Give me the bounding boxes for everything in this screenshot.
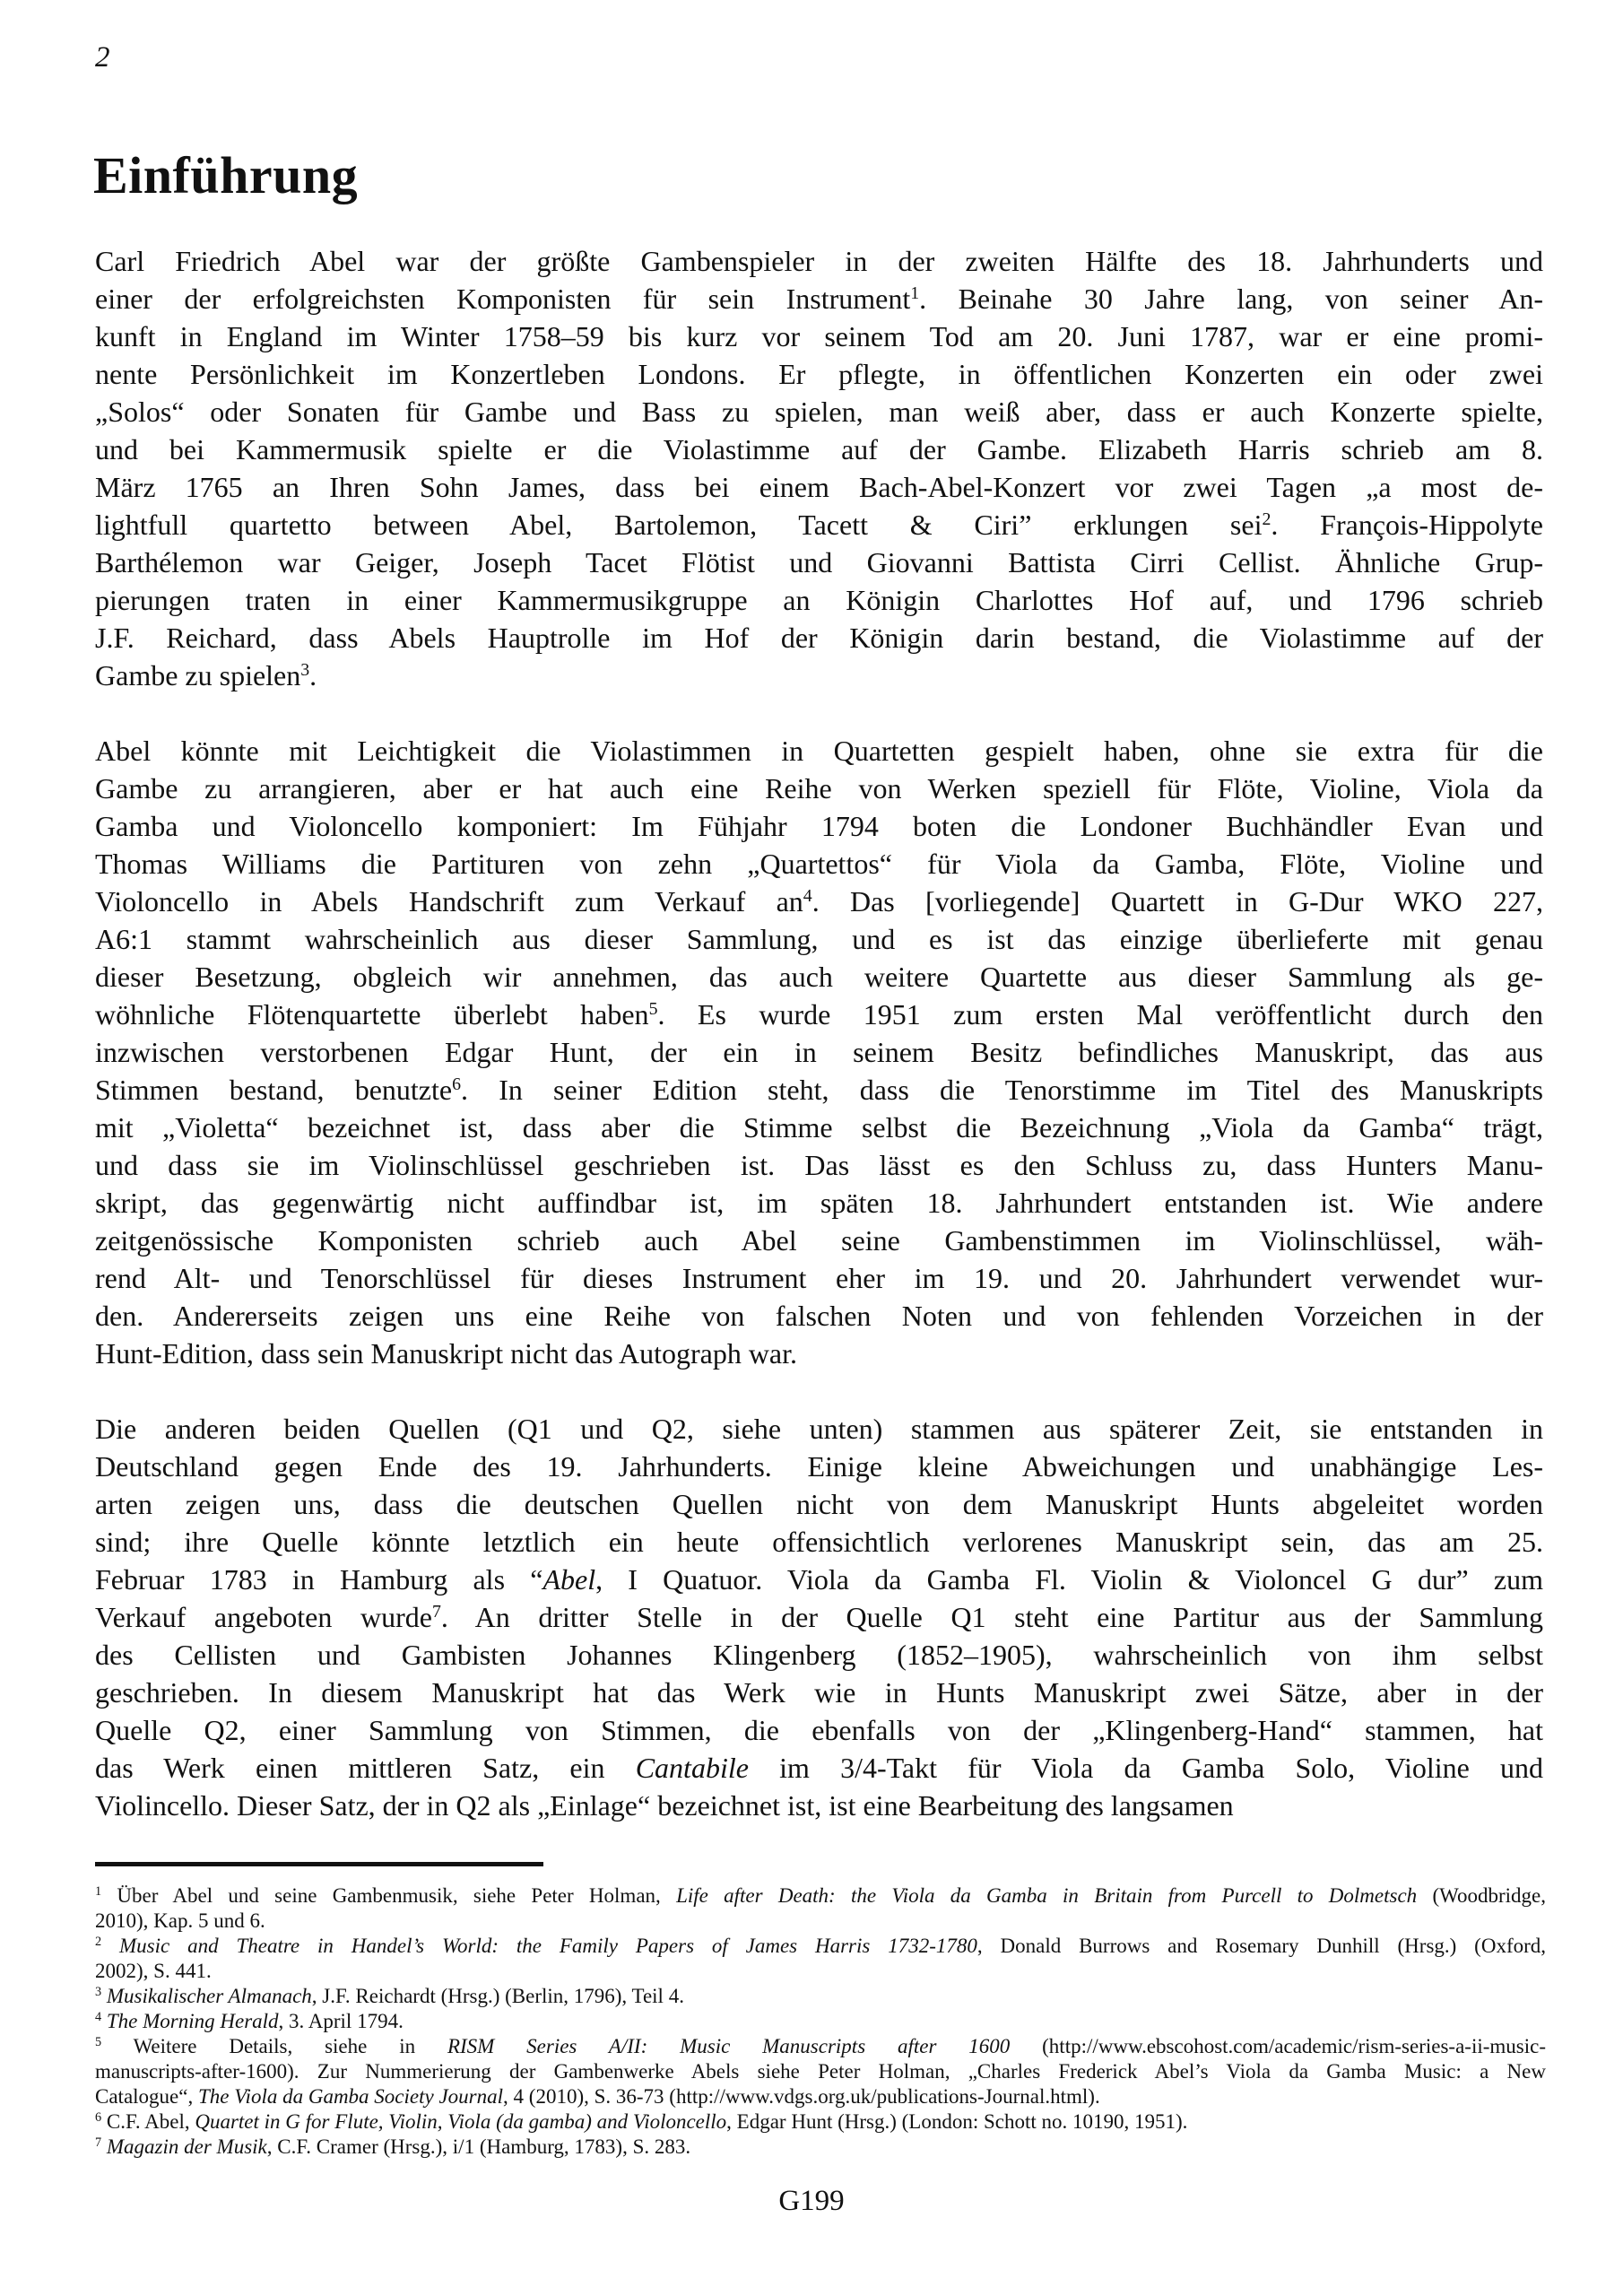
text-run: Verkauf angeboten wurde [95,1601,432,1633]
text-run: Weitere Details, siehe in [133,2035,447,2057]
body-line [95,1711,1543,1749]
paragraph [95,242,1543,694]
footnote-line [95,1934,1546,1959]
text-run: des Cellisten und Gambisten Johannes Klingenberg (1852–1905), wahrscheinlich von ihm selbst [95,1639,1543,1671]
body-line [95,1146,1543,1184]
body-line [95,1410,1543,1448]
text-run: Gamba und Violoncello komponiert: Im Fühjahr 1794 boten die Londoner Buchhändler Evan und [95,810,1543,842]
text-run: nente Persönlichkeit im Konzertleben Londons. Er pflegte, in öffentlichen Konzerten ein oder zwei [95,358,1543,390]
page-footer-code: G199 [778,2185,845,2217]
italic-text: Cantabile [635,1752,749,1784]
text-run: Hunt-Edition, dass sein Manuskript nicht das Autograph war. [95,1337,798,1370]
body-line [95,1033,1543,1071]
body-line [95,1674,1543,1711]
body-line [95,1598,1543,1636]
body-line [95,355,1543,393]
text-run: 2002), S. 441. [95,1960,212,1982]
text-run: und dass sie im Violinschlüssel geschrieben ist. Das lässt es den Schluss zu, dass Hunters Manu- [95,1149,1543,1181]
text-run: Die anderen beiden Quellen (Q1 und Q2, siehe unten) stammen aus späterer Zeit, sie entstanden in [95,1413,1543,1445]
text-run: . Es wurde 1951 zum ersten Mal veröffentlicht durch den [657,998,1544,1031]
text-run: Februar 1783 in Hamburg als “ [95,1563,543,1596]
text-run: mit „Violetta“ bezeichnet ist, dass aber die Stimme selbst die Bezeichnung „Viola da Gamba“ trägt, [95,1111,1543,1144]
footnote-ref: 7 [431,1602,441,1622]
italic-text: The Morning Herald [106,2010,279,2032]
footnote [95,1934,1546,1984]
text-run: das Werk einen mittleren Satz, ein [95,1752,636,1784]
body-line [95,430,1543,468]
text-run: Barthélemon war Geiger, Joseph Tacet Flötist und Giovanni Battista Cirri Cellist. Ähnliche Grup- [95,546,1543,578]
text-run: 2010), Kap. 5 und 6. [95,1909,265,1932]
body-line [95,732,1543,770]
text-run: , 4 (2010), S. 36-73 (http://www.vdgs.org.uk/publications-Journal.html). [503,2085,1100,2108]
text-run: lightfull quartetto between Abel, Bartolemon, Tacett & Ciri” erklungen sei [95,509,1263,541]
body-line [95,657,1543,694]
text-run: den. Andererseits zeigen uns eine Reihe von falschen Noten und von fehlenden Vorzeichen in der [95,1300,1543,1332]
text-run: rend Alt- und Tenorschlüssel für dieses Instrument eher im 19. und 20. Jahrhundert verwendet wur- [95,1262,1543,1294]
body-line [95,1259,1543,1297]
footnote-line [95,2084,1546,2109]
body-line [95,1222,1543,1259]
body-line [95,996,1543,1033]
text-run: , C.F. Cramer (Hrsg.), i/1 (Hamburg, 1783), S. 283. [266,2135,691,2158]
text-run: . Beinahe 30 Jahre lang, von seiner An- [919,283,1544,315]
footnote-line [95,1883,1546,1909]
body-line [95,468,1543,506]
footnote-marker: 2 [95,1935,102,1950]
body-line [95,807,1543,845]
footnote-ref: 5 [648,999,658,1020]
text-run: Quelle Q2, einer Sammlung von Stimmen, die ebenfalls von der „Klingenberg-Hand“ stammen, hat [95,1714,1543,1746]
body-line [95,920,1543,958]
body-line [95,317,1543,355]
footnote-line [95,2034,1546,2059]
text-run: Über Abel und seine Gambenmusik, siehe Peter Holman, [117,1884,677,1907]
footnote [95,2135,1546,2160]
footnote-line [95,1959,1546,1984]
text-run: „Solos“ oder Sonaten für Gambe und Bass zu spielen, man weiß aber, dass er auch Konzerte spielte, [95,396,1543,428]
italic-text: Magazin der Musik [106,2135,267,2158]
body-line [95,958,1543,996]
text-run: , 3. April 1794. [278,2010,404,2032]
text-run: Carl Friedrich Abel war der größte Gambenspieler in der zweiten Hälfte des 18. Jahrhunderts und [95,245,1543,277]
italic-text: Abel [542,1563,596,1596]
italic-text: The Viola da Gamba Society Journal [197,2085,504,2108]
body-line [95,1297,1543,1335]
text-run: . [309,659,317,691]
text-run: im 3/4-Takt für Viola da Gamba Solo, Violine und [748,1752,1544,1784]
footnote-line [95,2059,1546,2084]
footnote [95,2034,1546,2109]
text-run: Gambe zu spielen [95,659,301,691]
text-run: sind; ihre Quelle könnte letztlich ein heute offensichtlich verlorenes Manuskript sein, das am 25. [95,1526,1543,1558]
body-line [95,1335,1543,1372]
paragraph [95,732,1543,1372]
text-run: , Edgar Hunt (Hrsg.) (London: Schott no. 10190, 1951). [726,2110,1188,2133]
text-run: dieser Besetzung, obgleich wir annehmen, das auch weitere Quartette aus dieser Sammlung als ge- [95,961,1543,993]
body-line [95,1787,1543,1824]
text-run: . Das [vorliegende] Quartett in G-Dur WKO 227, [812,885,1544,918]
text-run: . In seiner Edition steht, dass die Tenorstimme im Titel des Manuskripts [461,1074,1544,1106]
footnote-marker: 4 [95,2010,102,2025]
text-run: Violoncello in Abels Handschrift zum Verkauf an [95,885,803,918]
footnote-ref: 3 [300,660,310,681]
text-run: (Woodbridge, [1417,1884,1546,1907]
footnote-separator [95,1862,543,1866]
body-line [95,280,1543,317]
footnote-ref: 4 [803,886,812,907]
footnote-line [95,2135,1546,2160]
footnote-line [95,1984,1546,2009]
footnote-ref: 6 [452,1074,462,1095]
body-line [95,581,1543,619]
body-line [95,242,1543,280]
footnote [95,1984,1546,2009]
text-run: arten zeigen uns, dass die deutschen Quellen nicht von dem Manuskript Hunts abgeleitet worden [95,1488,1543,1520]
text-run: (http://www.ebscohost.com/academic/rism-series-a-ii-music- [1010,2035,1546,2057]
footnote-marker: 3 [95,1985,102,2000]
text-run: , J.F. Reichardt (Hrsg.) (Berlin, 1796), Teil 4. [311,1985,684,2007]
text-run: . François-Hippolyte [1271,509,1544,541]
text-run: Gambe zu arrangieren, aber er hat auch eine Reihe von Werken speziell für Flöte, Violine, Viola da [95,772,1543,804]
body-line [95,393,1543,430]
text-run: geschrieben. In diesem Manuskript hat das Werk wie in Hunts Manuskript zwei Sätze, aber in der [95,1676,1543,1709]
footnote-ref: 1 [910,283,920,304]
footnote-ref: 2 [1262,509,1271,530]
footnote-marker: 6 [95,2110,102,2126]
text-run: Thomas Williams die Partituren von zehn „Quartettos“ für Viola da Gamba, Flöte, Violine und [95,848,1543,880]
body-line [95,1636,1543,1674]
footnote [95,2009,1546,2034]
text-run: kunft in England im Winter 1758–59 bis kurz vor seinem Tod am 20. Juni 1787, war er eine promi- [95,320,1543,352]
page-title: Einführung [93,146,359,204]
page-number: 2 [95,41,110,74]
text-run: einer der erfolgreichsten Komponisten für sein Instrument [95,283,911,315]
text-run: und bei Kammermusik spielte er die Violastimme auf der Gambe. Elizabeth Harris schrieb am 8. [95,433,1543,465]
italic-text: Musikalischer Almanach [106,1985,312,2007]
body-line [95,619,1543,657]
body-text [95,242,1543,1824]
text-run: manuscripts-after-1600). Zur Nummerierung der Gambenwerke Abels siehe Peter Holman, „Charles Frederick Abel’s Viola da Gamba Music: a New [95,2060,1546,2083]
text-run: zeitgenössische Komponisten schrieb auch Abel seine Gambenstimmen im Violinschlüssel, wäh- [95,1224,1543,1257]
text-run: C.F. Abel, [106,2110,195,2133]
body-line [95,883,1543,920]
footnote-line [95,2109,1546,2135]
footnote-marker: 5 [95,2035,102,2050]
text-run: Deutschland gegen Ende des 19. Jahrhunderts. Einige kleine Abweichungen und unabhängige Les- [95,1450,1543,1483]
footnote-marker: 7 [95,2135,102,2151]
footnote-line [95,1909,1546,1934]
body-line [95,1523,1543,1561]
body-line [95,1071,1543,1109]
body-line [95,544,1543,581]
body-line [95,1485,1543,1523]
text-run: , Donald Burrows and Rosemary Dunhill (Hrsg.) (Oxford, [976,1935,1547,1957]
text-run: . An dritter Stelle in der Quelle Q1 steht eine Partitur aus der Sammlung [440,1601,1544,1633]
italic-text: Quartet in G for Flute, Violin, Viola (da gamba) and Violoncello [195,2110,727,2133]
body-line [95,770,1543,807]
text-run: , I Quatuor. Viola da Gamba Fl. Violin & Violoncel G dur” zum [595,1563,1544,1596]
text-run: skript, das gegenwärtig nicht auffindbar ist, im späten 18. Jahrhundert entstanden ist. Wie andere [95,1187,1543,1219]
italic-text: Music and Theatre in Handel’s World: the Family Papers of James Harris 1732-1780 [119,1935,977,1957]
text-run: wöhnliche Flötenquartette überlebt haben [95,998,649,1031]
text-run: März 1765 an Ihren Sohn James, dass bei einem Bach-Abel-Konzert vor zwei Tagen „a most de- [95,471,1543,503]
footnote [95,1883,1546,1934]
text-run: pierungen traten in einer Kammermusikgruppe an Königin Charlottes Hof auf, und 1796 schrieb [95,584,1543,616]
footnote [95,2109,1546,2135]
body-line [95,1561,1543,1598]
text-run: A6:1 stammt wahrscheinlich aus dieser Sammlung, und es ist das einzige überlieferte mit genau [95,923,1543,955]
text-run: Abel könnte mit Leichtigkeit die Violastimmen in Quartetten gespielt haben, ohne sie extra für die [95,735,1543,767]
text-run: Catalogue“, [95,2085,198,2108]
footnote-marker: 1 [95,1884,102,1900]
body-line [95,506,1543,544]
body-line [95,1749,1543,1787]
text-run: inzwischen verstorbenen Edgar Hunt, der ein in seinem Besitz befindliches Manuskript, das aus [95,1036,1543,1068]
text-run: Stimmen bestand, benutzte [95,1074,453,1106]
italic-text: RISM Series A/II: Music Manuscripts after 1600 [447,2035,1011,2057]
text-run: J.F. Reichard, dass Abels Hauptrolle im Hof der Königin darin bestand, die Violastimme auf der [95,622,1543,654]
body-line [95,1184,1543,1222]
footnotes [95,1883,1546,2160]
body-line [95,1448,1543,1485]
body-line [95,1109,1543,1146]
text-run: Violincello. Dieser Satz, der in Q2 als „Einlage“ bezeichnet ist, ist eine Bearbeitung des langsamen [95,1789,1234,1822]
body-line [95,845,1543,883]
italic-text: Life after Death: the Viola da Gamba in Britain from Purcell to Dolmetsch [676,1884,1418,1907]
footnote-line [95,2009,1546,2034]
paragraph [95,1410,1543,1824]
